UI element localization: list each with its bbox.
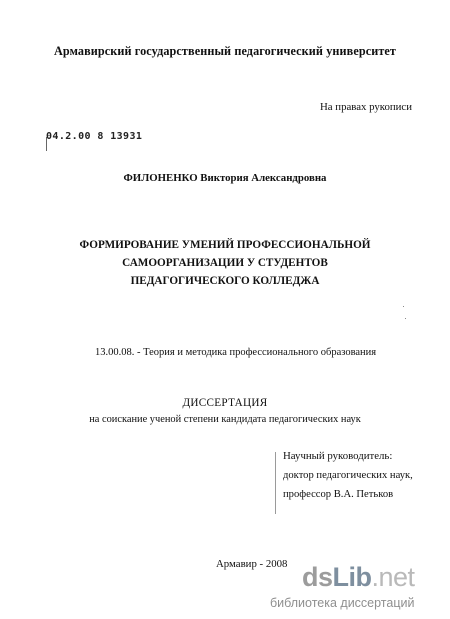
logo-net: .net [371, 562, 415, 592]
scan-speck [403, 306, 404, 307]
advisor-label: Научный руководитель: [283, 450, 393, 462]
advisor-degree: доктор педагогических наук, [283, 470, 413, 481]
logo-ds: ds [302, 562, 333, 592]
document-type: ДИССЕРТАЦИЯ [182, 397, 268, 409]
advisor-bracket-line [275, 452, 276, 514]
dslib-logo [302, 562, 415, 593]
city-year: Армавир - 2008 [216, 558, 288, 570]
author-name: ФИЛОНЕНКО Виктория Александровна [123, 172, 327, 184]
title-line-2: САМООРГАНИЗАЦИИ У СТУДЕНТОВ [122, 257, 328, 269]
dslib-watermark [270, 562, 448, 616]
dissertation-title [0, 236, 450, 290]
registration-code: 04.2.00 8 13931 [46, 131, 143, 142]
university-name: Армавирский государственный педагогический университет [53, 44, 397, 58]
title-line-3: ПЕДАГОГИЧЕСКОГО КОЛЛЕДЖА [130, 275, 320, 287]
advisor-name: профессор В.А. Петьков [283, 489, 394, 500]
manuscript-rights-note: На правах рукописи [320, 101, 412, 113]
degree-purpose: на соискание ученой степени кандидата педагогических наук [89, 414, 361, 425]
title-line-1: ФОРМИРОВАНИЕ УМЕНИЙ ПРОФЕССИОНАЛЬНОЙ [79, 239, 371, 251]
scan-speck [405, 318, 406, 319]
specialty-code: 13.00.08. - Теория и методика профессионального образования [95, 347, 377, 358]
watermark-subtitle: библиотека диссертаций [270, 596, 415, 610]
logo-lib: Lib [332, 562, 372, 592]
